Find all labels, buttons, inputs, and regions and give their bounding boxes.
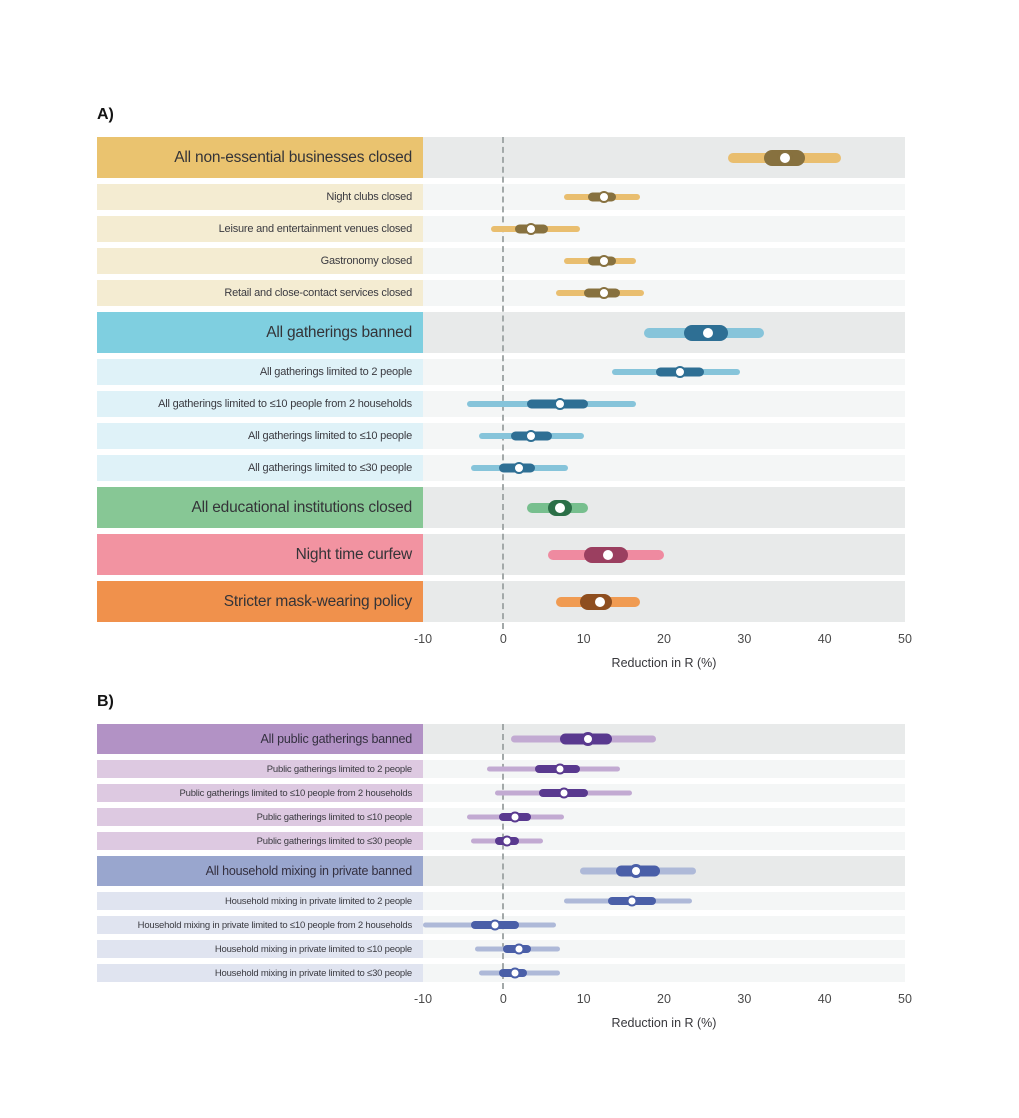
row-label-cell: [97, 856, 423, 886]
row-label-cell: [97, 359, 423, 385]
chart-row: [97, 534, 905, 575]
median-marker: [598, 255, 610, 267]
x-axis-tick-label: 20: [657, 632, 671, 646]
chart-row: [97, 137, 905, 178]
row-plot-area: [423, 423, 905, 449]
row-label: Public gatherings limited to 2 people: [266, 763, 412, 775]
rows: [97, 137, 905, 622]
row-plot-area: [423, 892, 905, 910]
row-label-cell: [97, 487, 423, 528]
chart-row: [97, 280, 905, 306]
row-label-cell: [97, 184, 423, 210]
median-marker: [600, 547, 616, 563]
chart-row: [97, 724, 905, 754]
row-label-cell: [97, 940, 423, 958]
row-plot-area: [423, 581, 905, 622]
row-label: Stricter mask-wearing policy: [223, 592, 412, 610]
row-label: Household mixing in private limited to ≤10 people: [214, 943, 412, 955]
x-axis-tick-label: 0: [499, 992, 507, 1006]
row-label: All gatherings limited to ≤10 people from 2 households: [158, 398, 412, 410]
chart-row: [97, 248, 905, 274]
row-label-cell: [97, 581, 423, 622]
chart-row: [97, 216, 905, 242]
row-label-cell: [97, 808, 423, 826]
row-label: Household mixing in private limited to ≤30 people: [214, 967, 412, 979]
median-marker: [502, 836, 513, 847]
chart-row: [97, 455, 905, 481]
row-plot-area: [423, 487, 905, 528]
x-axis-title: Reduction in R (%): [611, 656, 717, 670]
median-marker: [510, 968, 521, 979]
chart-row: [97, 581, 905, 622]
row-label: All public gatherings banned: [260, 732, 412, 746]
row-label-cell: [97, 423, 423, 449]
chart-row: [97, 784, 905, 802]
row-label: All gatherings limited to 2 people: [259, 366, 412, 378]
row-label: Public gatherings limited to ≤10 people from 2 households: [179, 787, 412, 799]
panel-caption: A): [97, 106, 114, 123]
row-label-cell: [97, 892, 423, 910]
row-plot-area: [423, 760, 905, 778]
row-label: Retail and close-contact services closed: [224, 287, 412, 299]
row-label-cell: [97, 216, 423, 242]
row-label: Gastronomy closed: [320, 255, 412, 267]
chart-row: [97, 892, 905, 910]
x-axis-tick-label: 10: [576, 992, 591, 1006]
panel-caption: B): [97, 693, 114, 710]
row-label-cell: [97, 280, 423, 306]
x-axis-tick-label: 40: [817, 992, 832, 1006]
row-label: All household mixing in private banned: [205, 864, 412, 878]
x-axis: [97, 992, 912, 1030]
panel-a: [97, 105, 912, 670]
row-label-cell: [97, 724, 423, 754]
row-label: Public gatherings limited to ≤30 people: [256, 835, 412, 847]
median-marker: [525, 223, 537, 235]
x-axis-tick-label: 50: [898, 632, 912, 646]
rows-wrap: [97, 724, 905, 982]
row-label: Public gatherings limited to ≤10 people: [256, 811, 412, 823]
x-axis-tick-label: 30: [737, 992, 752, 1006]
median-marker: [700, 325, 716, 341]
row-plot-area: [423, 784, 905, 802]
chart-row: [97, 423, 905, 449]
median-marker: [552, 500, 568, 516]
row-label-cell: [97, 964, 423, 982]
median-marker: [629, 864, 643, 878]
row-plot-area: [423, 940, 905, 958]
row-plot-area: [423, 184, 905, 210]
x-axis-tick-label: 30: [737, 632, 752, 646]
x-axis-ticks: [413, 632, 912, 648]
chart-row: [97, 760, 905, 778]
rows: [97, 724, 905, 982]
row-plot-area: [423, 964, 905, 982]
rows-wrap: [97, 137, 905, 622]
row-label-cell: [97, 312, 423, 353]
chart-row: [97, 856, 905, 886]
row-plot-area: [423, 724, 905, 754]
median-marker: [777, 150, 793, 166]
median-marker: [598, 287, 610, 299]
row-label-cell: [97, 137, 423, 178]
row-plot-area: [423, 216, 905, 242]
chart-row: [97, 916, 905, 934]
median-marker: [510, 812, 521, 823]
x-axis-tick-label: 40: [817, 632, 832, 646]
median-marker: [554, 764, 565, 775]
row-plot-area: [423, 312, 905, 353]
row-label-cell: [97, 455, 423, 481]
chart-row: [97, 808, 905, 826]
row-plot-area: [423, 391, 905, 417]
row-label: Night clubs closed: [326, 191, 412, 203]
chart-row: [97, 312, 905, 353]
median-marker: [598, 191, 610, 203]
row-plot-area: [423, 455, 905, 481]
x-axis-tick-label: -10: [413, 992, 433, 1006]
row-label: All non-essential businesses closed: [174, 148, 412, 166]
row-label: Leisure and entertainment venues closed: [218, 223, 412, 235]
x-axis: [97, 632, 912, 670]
median-marker: [490, 920, 501, 931]
median-marker: [514, 944, 525, 955]
chart-row: [97, 184, 905, 210]
row-plot-area: [423, 808, 905, 826]
row-plot-area: [423, 137, 905, 178]
row-plot-area: [423, 534, 905, 575]
row-plot-area: [423, 280, 905, 306]
row-label-cell: [97, 534, 423, 575]
row-label: All gatherings limited to ≤30 people: [248, 462, 412, 474]
row-label-cell: [97, 391, 423, 417]
median-marker: [554, 398, 566, 410]
chart-row: [97, 359, 905, 385]
x-axis-tick-label: 10: [576, 632, 591, 646]
median-marker: [674, 366, 686, 378]
median-marker: [626, 896, 637, 907]
row-plot-area: [423, 832, 905, 850]
x-axis-tick-label: -10: [413, 632, 433, 646]
x-axis-tick-label: 0: [499, 632, 507, 646]
x-axis-tick-label: 50: [898, 992, 912, 1006]
median-marker: [558, 788, 569, 799]
row-label-cell: [97, 916, 423, 934]
row-label: All gatherings limited to ≤10 people: [248, 430, 412, 442]
chart-row: [97, 391, 905, 417]
chart-row: [97, 940, 905, 958]
chart-row: [97, 832, 905, 850]
chart-row: [97, 964, 905, 982]
panel-b: [97, 692, 912, 1030]
row-plot-area: [423, 359, 905, 385]
x-axis-tick-label: 20: [657, 992, 671, 1006]
row-label-cell: [97, 248, 423, 274]
x-axis-ticks: [413, 992, 912, 1008]
row-label: Night time curfew: [295, 545, 412, 563]
row-label: Household mixing in private limited to 2 people: [224, 895, 412, 907]
chart-row: [97, 487, 905, 528]
row-plot-area: [423, 856, 905, 886]
median-marker: [581, 732, 595, 746]
x-axis-title: Reduction in R (%): [611, 1016, 717, 1030]
median-marker: [513, 462, 525, 474]
median-marker: [525, 430, 537, 442]
row-label: All gatherings banned: [266, 323, 412, 341]
row-label-cell: [97, 760, 423, 778]
row-label-cell: [97, 832, 423, 850]
row-label: Household mixing in private limited to ≤10 people from 2 households: [137, 919, 412, 931]
row-plot-area: [423, 248, 905, 274]
median-marker: [592, 594, 608, 610]
row-label: All educational institutions closed: [191, 498, 412, 516]
row-plot-area: [423, 916, 905, 934]
row-label-cell: [97, 784, 423, 802]
